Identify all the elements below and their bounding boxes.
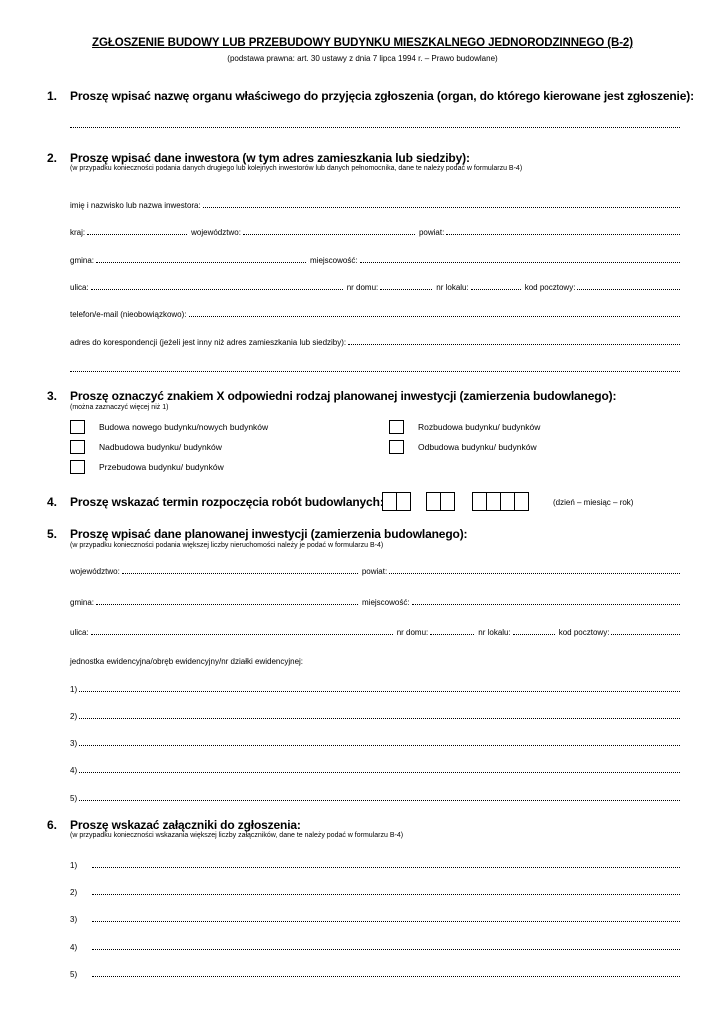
section-1-title: Proszę wpisać nazwę organu właściwego do przyjęcia zgłoszenia (organ, do którego kierowane jest zgłoszenie): — [70, 89, 694, 103]
ulica-label: ulica: — [70, 283, 89, 292]
item-number: 5) — [70, 970, 78, 979]
wojewodztwo-label: województwo: — [70, 567, 120, 576]
section-2-number: 2. — [47, 151, 58, 165]
miejscowosc-label: miejscowość: — [310, 256, 358, 265]
section-3-number: 3. — [47, 389, 58, 403]
parcel-heading-row — [70, 654, 680, 666]
section-6-title: Proszę wskazać załączniki do zgłoszenia: — [70, 818, 301, 832]
section-5-number: 5. — [47, 527, 58, 541]
parcel-item — [70, 763, 680, 775]
section-6-note: (w przypadku konieczności wskazania większej liczby załączników, dane te należy podać w formularzu B-4) — [70, 832, 404, 839]
item-number: 1) — [70, 861, 78, 870]
authority-field[interactable] — [70, 118, 680, 130]
investment-gmina-row — [70, 595, 680, 607]
year-input[interactable] — [472, 492, 529, 511]
telefon-field[interactable] — [189, 316, 681, 317]
miejscowosc-field[interactable] — [412, 604, 680, 605]
section-2-note: (w przypadku konieczności podania danych drugiego lub kolejnych inwestorów lub danych pełnomocnika, dane te należy podać w formularzu B-4) — [70, 165, 523, 172]
parcel-item — [70, 791, 680, 803]
option-label: Odbudowa budynku/ budynków — [418, 442, 537, 452]
option-odbudowa[interactable] — [389, 440, 537, 454]
investor-correspondence-row — [70, 335, 680, 347]
checkbox[interactable] — [70, 460, 85, 474]
investor-gmina-row — [70, 253, 680, 265]
parcel-field-5[interactable] — [79, 800, 680, 801]
investor-contact-row — [70, 307, 680, 319]
investment-region-row — [70, 564, 680, 576]
nr-domu-field[interactable] — [380, 289, 432, 290]
powiat-field[interactable] — [389, 573, 680, 574]
option-nadbudowa[interactable] — [70, 440, 222, 454]
checkbox[interactable] — [70, 440, 85, 454]
item-number: 4) — [70, 943, 78, 952]
nr-lokalu-field[interactable] — [471, 289, 521, 290]
option-label: Budowa nowego budynku/nowych budynków — [99, 422, 269, 432]
attachment-field-1[interactable] — [92, 867, 680, 868]
month-input[interactable] — [426, 492, 455, 511]
parcel-field-4[interactable] — [79, 772, 680, 773]
correspondence-label: adres do korespondencji (jeżeli jest inny niż adres zamieszkania lub siedziby): — [70, 338, 347, 347]
ulica-label: ulica: — [70, 628, 89, 637]
parcel-field-3[interactable] — [79, 745, 680, 746]
item-number: 5) — [70, 794, 78, 803]
attachment-item — [70, 967, 680, 979]
day-input[interactable] — [382, 492, 411, 511]
parcel-item — [70, 736, 680, 748]
checkbox[interactable] — [389, 440, 404, 454]
section-3-note: (można zaznaczyć więcej niż 1) — [70, 404, 169, 411]
investor-name-label: imię i nazwisko lub nazwa inwestora: — [70, 201, 201, 210]
nr-lokalu-field[interactable] — [513, 634, 555, 635]
kod-pocztowy-field[interactable] — [577, 289, 680, 290]
gmina-field[interactable] — [96, 604, 358, 605]
investment-street-row — [70, 625, 680, 637]
telefon-label: telefon/e-mail (nieobowiązkowo): — [70, 310, 187, 319]
section-3-title: Proszę oznaczyć znakiem X odpowiedni rodzaj planowanej inwestycji (zamierzenia budowlanego): — [70, 389, 617, 403]
section-5-note: (w przypadku konieczności podania większej liczby nieruchomości należy je podać w formularzu B-4) — [70, 542, 384, 549]
item-number: 2) — [70, 712, 78, 721]
ulica-field[interactable] — [91, 289, 343, 290]
item-number: 3) — [70, 915, 78, 924]
nr-lokalu-label: nr lokalu: — [478, 628, 511, 637]
parcel-label: jednostka ewidencyjna/obręb ewidencyjny/nr działki ewidencyjnej: — [70, 657, 304, 666]
attachment-field-4[interactable] — [92, 949, 680, 950]
powiat-field[interactable] — [446, 234, 680, 235]
form-title: ZGŁOSZENIE BUDOWY LUB PRZEBUDOWY BUDYNKU MIESZKALNEGO JEDNORODZINNEGO (B-2) — [92, 37, 633, 49]
section-5-title: Proszę wpisać dane planowanej inwestycji (zamierzenia budowlanego): — [70, 527, 468, 541]
parcel-field-2[interactable] — [79, 718, 680, 719]
gmina-field[interactable] — [96, 262, 306, 263]
miejscowosc-field[interactable] — [360, 262, 680, 263]
attachment-item — [70, 885, 680, 897]
wojewodztwo-field[interactable] — [243, 234, 415, 235]
nr-domu-label: nr domu: — [346, 283, 379, 292]
kod-pocztowy-field[interactable] — [611, 634, 680, 635]
powiat-label: powiat: — [361, 567, 388, 576]
section-4-title: Proszę wskazać termin rozpoczęcia robót budowlanych: — [70, 495, 384, 509]
attachment-field-2[interactable] — [92, 894, 680, 895]
section-2-title: Proszę wpisać dane inwestora (w tym adres zamieszkania lub siedziby): — [70, 151, 470, 165]
kraj-field[interactable] — [87, 234, 187, 235]
checkbox[interactable] — [70, 420, 85, 434]
powiat-label: powiat: — [418, 228, 445, 237]
correspondence-field[interactable] — [348, 344, 680, 345]
kraj-label: kraj: — [70, 228, 86, 237]
item-number: 4) — [70, 766, 78, 775]
attachment-field-5[interactable] — [92, 976, 680, 977]
gmina-label: gmina: — [70, 256, 95, 265]
ulica-field[interactable] — [91, 634, 393, 635]
section-6-number: 6. — [47, 818, 58, 832]
item-number: 1) — [70, 685, 78, 694]
investor-region-row — [70, 225, 680, 237]
option-przebudowa[interactable] — [70, 460, 224, 474]
option-label: Rozbudowa budynku/ budynków — [418, 422, 541, 432]
item-number: 3) — [70, 739, 78, 748]
option-label: Nadbudowa budynku/ budynków — [99, 442, 222, 452]
option-rozbudowa[interactable] — [389, 420, 540, 434]
parcel-field-1[interactable] — [79, 691, 680, 692]
date-format-hint: (dzień – miesiąc – rok) — [553, 498, 634, 507]
attachment-item — [70, 940, 680, 952]
checkbox[interactable] — [389, 420, 404, 434]
correspondence-field-2[interactable] — [70, 362, 680, 374]
form-subtitle: (podstawa prawna: art. 30 ustawy z dnia 7 lipca 1994 r. – Prawo budowlane) — [227, 54, 498, 63]
miejscowosc-label: miejscowość: — [362, 598, 410, 607]
kod-pocztowy-label: kod pocztowy: — [558, 628, 610, 637]
investor-name-field[interactable] — [203, 207, 680, 208]
attachment-item — [70, 858, 680, 870]
nr-lokalu-label: nr lokalu: — [436, 283, 469, 292]
investor-street-row — [70, 280, 680, 292]
item-number: 2) — [70, 888, 78, 897]
nr-domu-field[interactable] — [430, 634, 474, 635]
attachment-field-3[interactable] — [92, 921, 680, 922]
parcel-item — [70, 709, 680, 721]
wojewodztwo-label: województwo: — [191, 228, 241, 237]
option-label: Przebudowa budynku/ budynków — [99, 462, 224, 472]
kod-pocztowy-label: kod pocztowy: — [524, 283, 576, 292]
attachment-item — [70, 912, 680, 924]
section-1-number: 1. — [47, 89, 58, 103]
option-budowa[interactable] — [70, 420, 268, 434]
gmina-label: gmina: — [70, 598, 95, 607]
section-4-number: 4. — [47, 495, 58, 509]
nr-domu-label: nr domu: — [396, 628, 429, 637]
investor-name-row — [70, 198, 680, 210]
parcel-item — [70, 682, 680, 694]
wojewodztwo-field[interactable] — [122, 573, 358, 574]
